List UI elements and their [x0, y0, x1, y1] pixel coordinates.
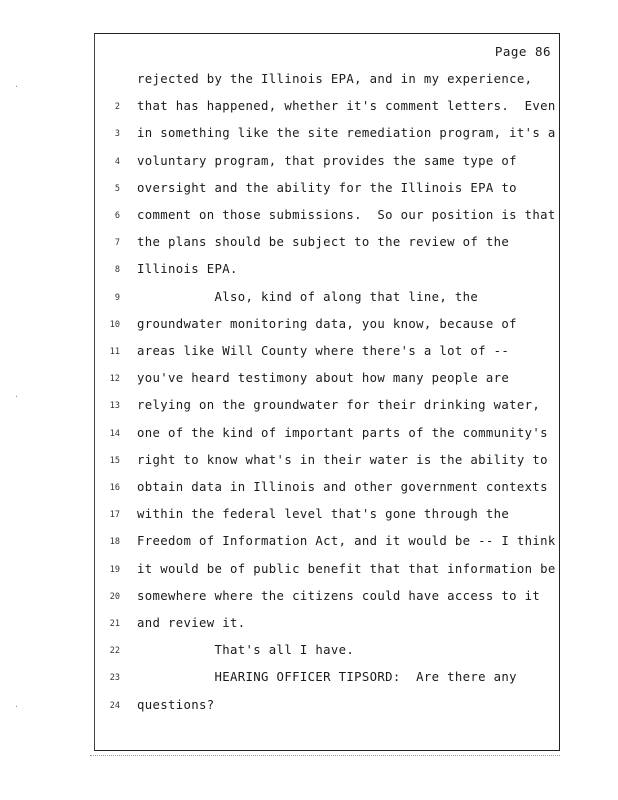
line-number: 20 [109, 591, 120, 602]
line-text: comment on those submissions. So our position is that [137, 208, 556, 222]
transcript-line [95, 562, 559, 582]
transcript-line [95, 426, 559, 446]
line-text: somewhere where the citizens could have access to it [137, 588, 541, 603]
line-text: and review it. [137, 616, 246, 630]
transcript-line [95, 262, 559, 282]
transcript-page [94, 33, 560, 751]
transcript-line [95, 181, 559, 201]
line-number: 3 [114, 129, 120, 140]
line-text: one of the kind of important parts of the community's [137, 425, 548, 440]
page-number: Page 86 [494, 44, 551, 59]
transcript-line [95, 344, 559, 364]
line-number: 8 [114, 265, 120, 276]
transcript-line [95, 371, 559, 391]
line-text: Illinois EPA. [137, 262, 238, 277]
line-text: groundwater monitoring data, you know, because of [137, 316, 517, 331]
transcript-line [95, 589, 559, 609]
transcript-line [95, 698, 559, 718]
transcript-line [95, 126, 559, 146]
line-text: relying on the groundwater for their drinking water, [137, 398, 541, 413]
line-text: That's all I have. [137, 643, 355, 658]
line-number: 21 [109, 619, 120, 629]
transcript-line [95, 534, 559, 554]
line-text: within the federal level that's gone through the [137, 507, 510, 522]
line-number: 15 [109, 455, 120, 466]
transcript-line [95, 398, 559, 418]
transcript-line [95, 453, 559, 473]
transcript-line [95, 290, 559, 310]
line-text: areas like Will County where there's a lot of -- [137, 344, 510, 358]
transcript-line [95, 643, 559, 663]
line-text: questions? [137, 697, 215, 712]
line-text: in something like the site remediation program, it's a [137, 126, 556, 141]
line-text: oversight and the ability for the Illinois EPA to [137, 180, 517, 195]
margin-mark: · [14, 702, 19, 711]
line-text: voluntary program, that provides the same type of [137, 153, 517, 168]
line-number: 10 [109, 319, 120, 330]
transcript-line [95, 235, 559, 255]
line-number: 6 [114, 211, 120, 221]
line-number: 13 [109, 401, 120, 412]
transcript-line [95, 72, 559, 92]
line-text: that has happened, whether it's comment letters. Even [137, 99, 556, 114]
transcript-line [95, 480, 559, 500]
margin-mark: · [14, 82, 19, 91]
line-number: 11 [109, 347, 120, 357]
line-text: the plans should be subject to the review of the [137, 235, 510, 250]
line-number: 22 [109, 646, 120, 657]
line-number: 24 [109, 700, 120, 711]
line-text: HEARING OFFICER TIPSORD: Are there any [137, 670, 517, 685]
line-text: obtain data in Illinois and other government contexts [137, 480, 548, 494]
line-text: Also, kind of along that line, the [137, 289, 479, 304]
line-number: 2 [114, 102, 120, 113]
transcript-line [95, 208, 559, 228]
line-number: 19 [109, 564, 120, 575]
line-number: 18 [109, 537, 120, 548]
line-number: 23 [109, 673, 120, 684]
transcript-line [95, 507, 559, 527]
transcript-line [95, 670, 559, 690]
line-text: it would be of public benefit that that information be [137, 561, 556, 576]
line-text: Freedom of Information Act, and it would be -- I think [137, 534, 556, 549]
line-number: 14 [109, 428, 120, 439]
line-text: right to know what's in their water is the ability to [137, 452, 548, 467]
line-number: 7 [114, 238, 120, 249]
line-number: 17 [109, 510, 120, 521]
transcript-line [95, 317, 559, 337]
transcript-line [95, 154, 559, 174]
line-number: 16 [109, 483, 120, 493]
transcript-line [95, 99, 559, 119]
margin-mark: · [14, 392, 19, 401]
line-number: 12 [109, 374, 120, 385]
line-text: you've heard testimony about how many people are [137, 371, 510, 386]
line-number: 4 [114, 156, 120, 167]
bottom-rule [90, 755, 560, 756]
line-number: 9 [114, 292, 120, 303]
line-text: rejected by the Illinois EPA, and in my experience, [137, 72, 533, 86]
transcript-line [95, 616, 559, 636]
line-number: 5 [114, 183, 120, 194]
